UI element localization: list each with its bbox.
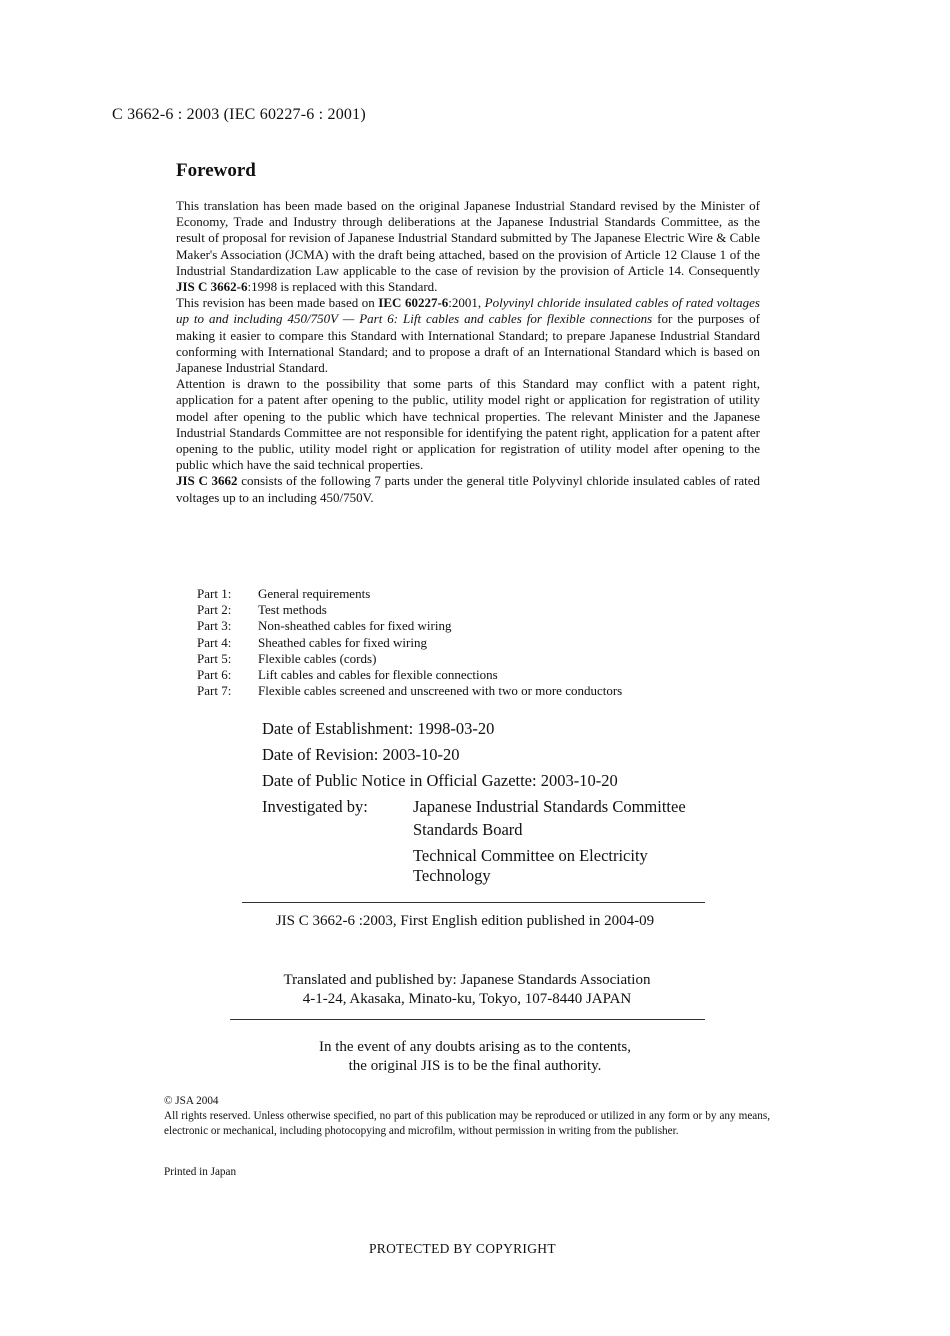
part-number: Part 3: [197, 618, 232, 634]
divider-top [242, 902, 705, 903]
foreword-body [176, 198, 760, 506]
date-establishment: Date of Establishment: 1998-03-20 [262, 719, 495, 738]
part-item [197, 635, 622, 651]
part-number: Part 6: [197, 667, 232, 683]
parts-list [197, 586, 622, 699]
publication-line: JIS C 3662-6 :2003, First English edition published in 2004-09 [275, 913, 655, 929]
translated-line-1: Translated and published by: Japanese Standards Association [283, 972, 651, 988]
para4-text: consists of the following 7 parts under the general title Polyvinyl chloride insulated cables of rated voltages up to an including 450/750V. [176, 473, 760, 505]
copyright-block [164, 1094, 770, 1139]
authority-note [240, 1038, 710, 1076]
para4-bold: JIS C 3662 [176, 473, 238, 489]
part-item [197, 651, 622, 667]
authority-line-1: In the event of any doubts arising as to the contents, [318, 1039, 631, 1055]
part-number: Part 7: [197, 683, 232, 699]
part-title: Sheathed cables for fixed wiring [258, 634, 427, 650]
part-number: Part 4: [197, 634, 232, 650]
para2-text3: for the purposes of making it easier to compare this Standard with International Standard; to prepare Japanese Industrial Standard conforming with International Standard; and to propose a draft of an International Standard which is based on Japanese Industrial Standard. [176, 311, 761, 376]
footer-protected: PROTECTED BY COPYRIGHT [369, 1241, 556, 1256]
date-public-notice: Date of Public Notice in Official Gazette: 2003-10-20 [262, 771, 618, 790]
part-title: Flexible cables (cords) [258, 650, 377, 666]
part-item [197, 683, 622, 699]
investigated-values [413, 794, 713, 892]
part-number: Part 1: [197, 586, 232, 601]
investigated-technical-committee: Technical Committee on Electricity Technology [413, 846, 648, 885]
investigated-board: Standards Board [413, 820, 523, 839]
paragraph-2 [176, 295, 760, 376]
part-title: Flexible cables screened and unscreened with two or more conductors [258, 683, 623, 699]
investigated-label: Investigated by: [262, 797, 368, 816]
date-revision: Date of Revision: 2003-10-20 [262, 745, 460, 764]
paragraph-3: Attention is drawn to the possibility that some parts of this Standard may conflict with a patent right, application for a patent after opening to the public, utility model right or application for registration of utility model after opening to the public which have technical properties. The relevant Minister and the Japanese Industrial Standards Committee are not responsible for identifying the patent right, application for a patent after opening to the public, utility model right or application for registration of utility model after opening to the public which have the said technical properties. [176, 376, 760, 473]
part-title: General requirements [258, 586, 371, 601]
para2-text1: This revision has been made based on [176, 295, 379, 311]
para2-text2: :2001, [448, 295, 485, 311]
para1-text1: This translation has been made based on the original Japanese Industrial Standard revised by the Minister of Economy, Trade and Industry through deliberations at the Japanese Industrial Standards Committee, as the result of proposal for revision of Japanese Industrial Standard submitted by The Japanese Electric Wire & Cable Maker's Association (JCMA) with the draft being attached, based on the provision of Article 12 Clause 1 of the Industrial Standardization Law applicable to the case of revision by the provision of Article 14. Consequently [176, 198, 760, 278]
investigated-committee: Japanese Industrial Standards Committee [413, 797, 686, 816]
part-title: Non-sheathed cables for fixed wiring [258, 618, 452, 634]
part-number: Part 2: [197, 602, 232, 618]
part-title: Lift cables and cables for flexible connections [258, 667, 498, 683]
investigated-by [262, 794, 713, 892]
part-title: Test methods [258, 602, 327, 618]
dates-block [262, 716, 713, 892]
copyright-line: © JSA 2004 [164, 1095, 219, 1107]
part-item [197, 667, 622, 683]
foreword-title: Foreword [176, 160, 256, 181]
translated-by [232, 971, 702, 1009]
part-item [197, 618, 622, 634]
part-item [197, 602, 622, 618]
paragraph-1 [176, 198, 760, 295]
paragraph-4 [176, 473, 760, 505]
divider-bottom [230, 1019, 705, 1020]
authority-line-2: the original JIS is to be the final authority. [348, 1058, 602, 1074]
translated-line-2: 4-1-24, Akasaka, Minato-ku, Tokyo, 107-8440 JAPAN [302, 991, 632, 1007]
para2-bold: IEC 60227-6 [378, 295, 449, 311]
printed-in: Printed in Japan [164, 1166, 237, 1178]
para2-italic: Polyvinyl chloride insulated cables of rated voltages up to and including 450/750V — Part 6: Lift cables and cables for flexible connections [176, 295, 760, 327]
part-item [197, 586, 622, 602]
rights-statement: All rights reserved. Unless otherwise specified, no part of this publication may be reproduced or utilized in any form or by any means, electronic or mechanical, including photocopying and microfilm, without permission in writing from the publisher. [164, 1110, 770, 1137]
para1-bold: JIS C 3662-6 [176, 279, 248, 295]
document-header: C 3662-6 : 2003 (IEC 60227-6 : 2001) [112, 106, 366, 123]
part-number: Part 5: [197, 650, 232, 666]
para1-text2: :1998 is replaced with this Standard. [247, 279, 438, 295]
